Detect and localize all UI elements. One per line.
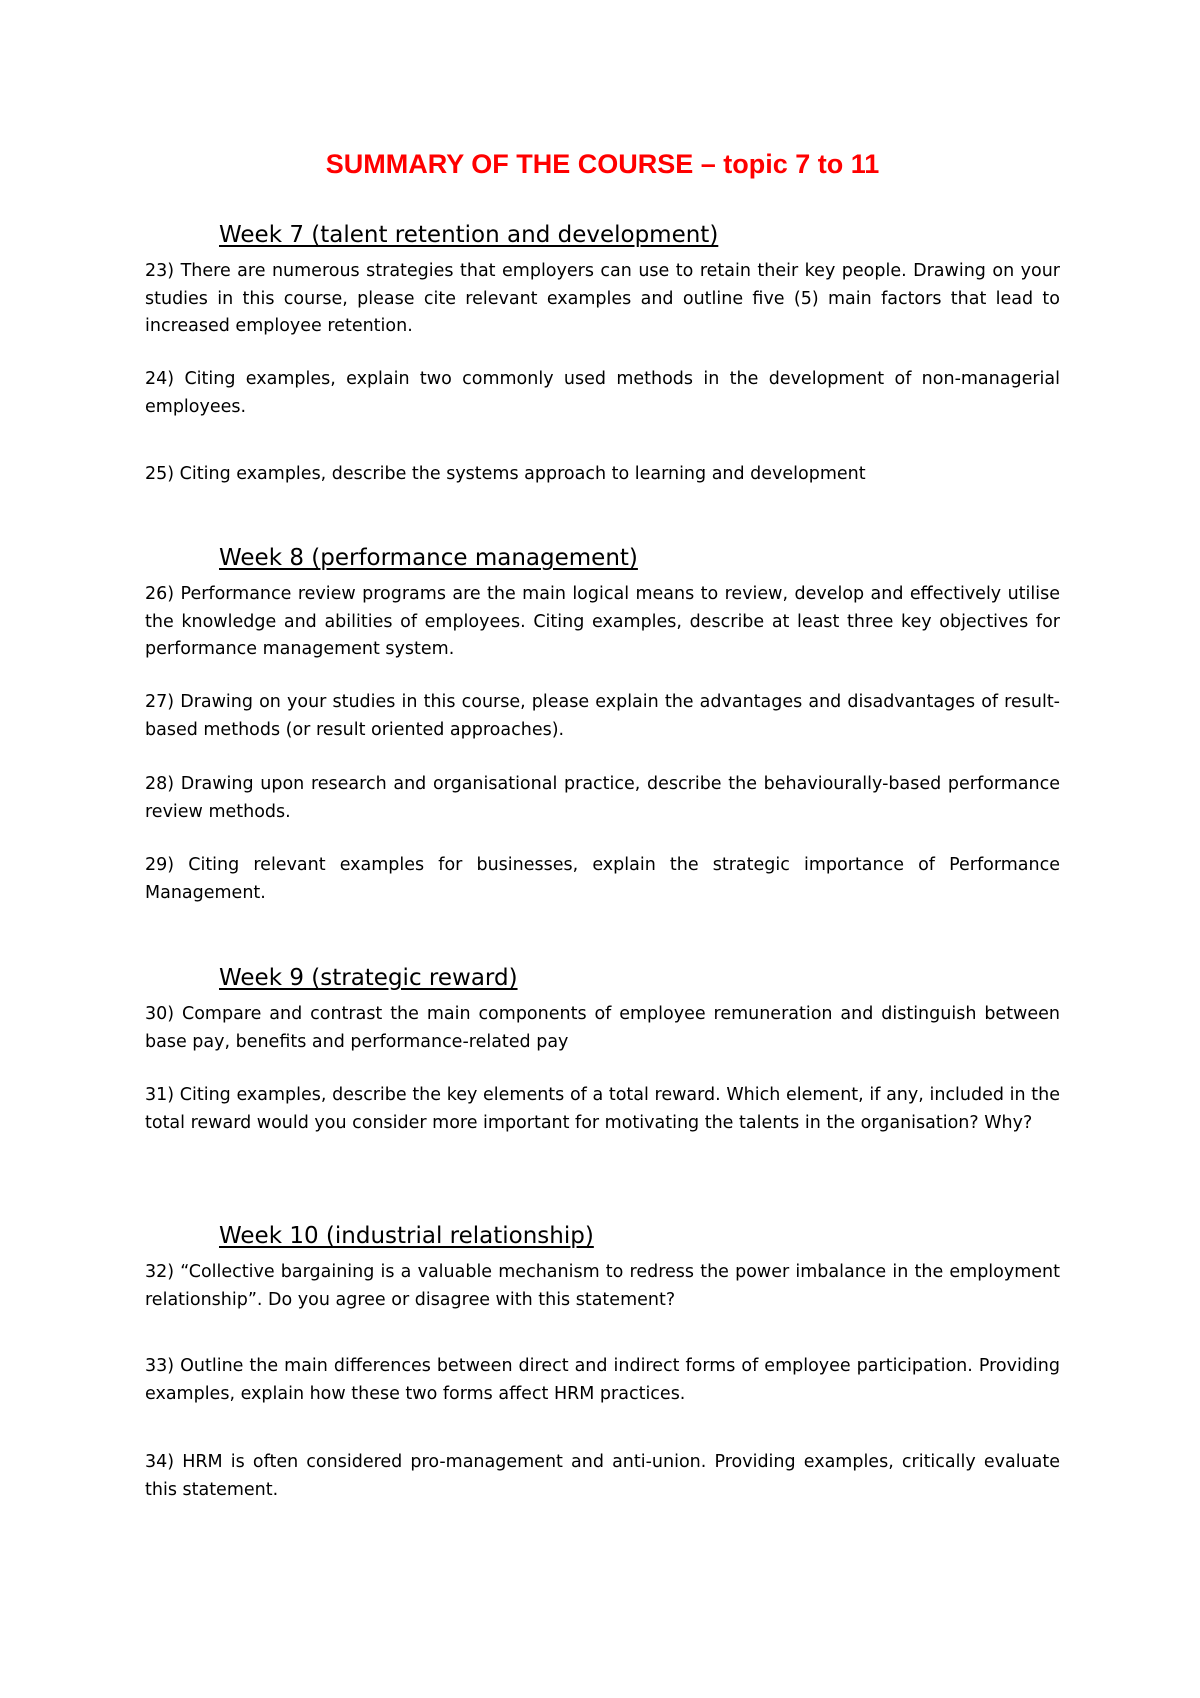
question-number: 34) [145, 1452, 175, 1472]
question-25 [145, 461, 1060, 489]
question-number: 32) [145, 1262, 175, 1282]
question-number: 25) [145, 464, 175, 484]
section-heading-week-7: Week 7 (talent retention and development) [219, 222, 719, 248]
question-text: Citing examples, describe the systems approach to learning and development [174, 464, 866, 484]
question-text: Drawing upon research and organisational practice, describe the behaviourally-based performance review methods. [145, 774, 1060, 822]
question-text: Drawing on your studies in this course, please explain the advantages and disadvantages of result-based methods (or result oriented approaches). [145, 692, 1060, 740]
question-text: Performance review programs are the main logical means to review, develop and effectively utilise the knowledge and abilities of employees. Citing examples, describe at least three key objectives for performance management system. [145, 584, 1060, 659]
section-heading-week-10: Week 10 (industrial relationship) [219, 1223, 594, 1249]
question-29 [145, 852, 1060, 907]
question-28 [145, 771, 1060, 826]
question-number: 28) [145, 774, 175, 794]
question-number: 31) [145, 1085, 175, 1105]
question-text: Citing relevant examples for businesses, explain the strategic importance of Performance Management. [145, 855, 1060, 903]
question-30 [145, 1001, 1060, 1056]
question-24 [145, 366, 1060, 421]
question-text: “Collective bargaining is a valuable mechanism to redress the power imbalance in the employment relationship”. Do you agree or disagree with this statement? [145, 1262, 1060, 1310]
question-number: 33) [145, 1356, 175, 1376]
question-26 [145, 581, 1060, 664]
question-number: 29) [145, 855, 175, 875]
question-number: 26) [145, 584, 175, 604]
question-33 [145, 1353, 1060, 1408]
question-text: There are numerous strategies that employers can use to retain their key people. Drawing on your studies in this course, please cite relevant examples and outline five (5) main factors that lead to increased employee retention. [145, 261, 1060, 336]
question-text: HRM is often considered pro-management and anti-union. Providing examples, critically evaluate this statement. [145, 1452, 1060, 1500]
question-number: 24) [145, 369, 175, 389]
question-number: 30) [145, 1004, 175, 1024]
question-31 [145, 1082, 1060, 1137]
question-text: Outline the main differences between direct and indirect forms of employee participation. Providing examples, explain how these two forms affect HRM practices. [145, 1356, 1060, 1404]
question-number: 27) [145, 692, 175, 712]
question-23 [145, 258, 1060, 341]
question-27 [145, 689, 1060, 744]
section-heading-week-8: Week 8 (performance management) [219, 545, 638, 571]
question-text: Citing examples, describe the key elements of a total reward. Which element, if any, included in the total reward would you consider more important for motivating the talents in the organisation? Why? [145, 1085, 1060, 1133]
section-heading-week-9: Week 9 (strategic reward) [219, 965, 518, 991]
question-text: Citing examples, explain two commonly used methods in the development of non-managerial employees. [145, 369, 1060, 417]
question-32 [145, 1259, 1060, 1314]
question-number: 23) [145, 261, 175, 281]
question-text: Compare and contrast the main components of employee remuneration and distinguish between base pay, benefits and performance-related pay [145, 1004, 1060, 1052]
document-title: SUMMARY OF THE COURSE – topic 7 to 11 [325, 149, 880, 179]
question-34 [145, 1449, 1060, 1504]
